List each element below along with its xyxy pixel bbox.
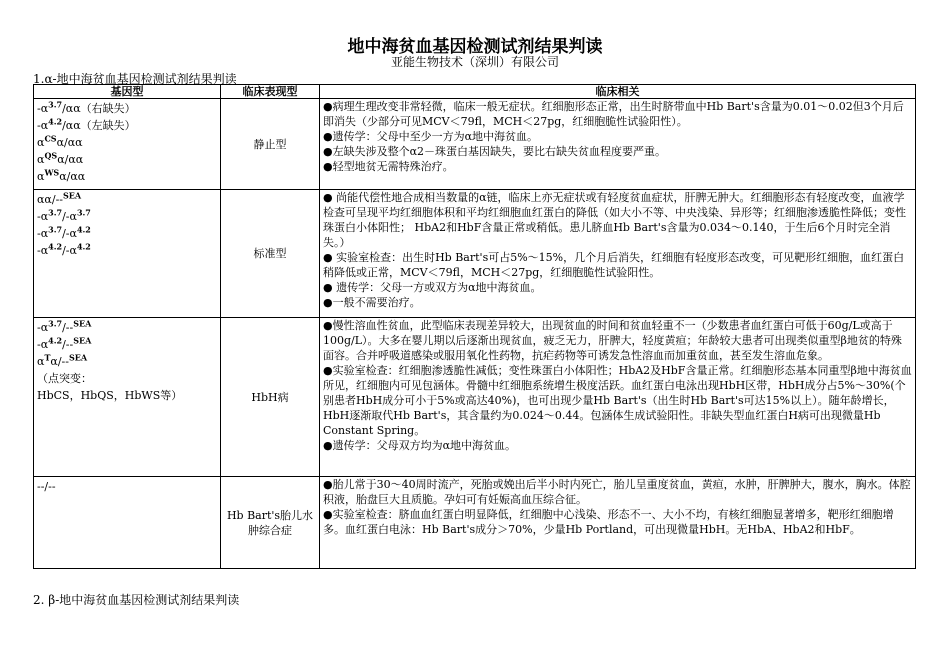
clinical-bullet: ●慢性溶血性贫血，此型临床表现差异较大，出现贫血的时间和贫血轻重不一（少数患者血红蛋白可低于60g/L或高于100g/L）。大多在婴儿期以后逐渐出现贫血，疲乏无力，肝脾大，轻度黄疸；年龄较大患者可出现类似重型β地贫的特殊面容。合并呼吸道感染或服用氧化性药物，抗疟药物等可诱发急性溶血而加重贫血，甚至发生溶血危象。 xyxy=(323,319,902,362)
clinical-bullet: ● 实验室检查：出生时Hb Bart's可占5%～15%，几个月后消失，红细胞有轻度形态改变，可见靶形红细胞，血红蛋白稍降低或正常，MCV＜79fl，MCH＜27pg，红细胞脆性试验阳性。 xyxy=(323,251,905,279)
genotype-item: $-\alpha^{3.7}/-\alpha^{4.2}$ xyxy=(37,224,91,240)
clinical-bullet: ●一般不需要治疗。 xyxy=(323,296,421,309)
clinical-bullet: ●遗传学：父母中至少一方为α地中海贫血。 xyxy=(323,130,539,143)
clinical-bullet: ● 尚能代偿性地合成相当数量的α链，临床上亦无症状或有轻度贫血症状，肝脾无肿大。红细胞形态有轻度改变，血液学检查可呈现平均红细胞体积和平均红细胞血红蛋白的降低（如大小不等、中央浅染、异形等；红细胞渗透脆性降低；变性珠蛋白小体阳性； HbA2和HbF含量正常或稍低。患儿脐血Hb Bart's含量为0.034～0.140，于生后6个月时完全消失。） xyxy=(323,191,906,249)
clinical-bullet: ● 遗传学：父母一方或双方为α地中海贫血。 xyxy=(323,281,542,294)
table-row xyxy=(34,477,916,569)
company-name: 亚能生物技术（深圳）有限公司 xyxy=(390,55,559,69)
clinical-bullet: ●胎儿常于30～40周时流产，死胎或娩出后半小时内死亡，胎儿呈重度贫血，黄疸，水肿，肝脾肿大，腹水，胸水。体腔积液，胎盘巨大且质脆。孕妇可有妊娠高血压综合征。 xyxy=(323,478,911,506)
header-clinical: 临床相关 xyxy=(320,85,916,99)
genotype-item: $\alpha^{QS}\alpha/\alpha\alpha$ xyxy=(37,150,84,166)
table-row xyxy=(34,318,916,477)
genotype-note: （点突变： xyxy=(37,372,92,385)
clinical-bullet: ●轻型地贫无需特殊治疗。 xyxy=(323,160,454,173)
header-phenotype: 临床表现型 xyxy=(221,85,320,99)
genotype-cell xyxy=(34,99,221,190)
alpha-thalassemia-table xyxy=(33,84,916,569)
genotype-item: αα/--$^{SEA}$ xyxy=(37,190,82,206)
table-row xyxy=(34,190,916,318)
clinical-cell xyxy=(320,318,916,477)
phenotype-cell: 静止型 xyxy=(221,99,320,190)
clinical-cell xyxy=(320,99,916,190)
genotype-cell xyxy=(34,190,221,318)
clinical-bullet: ●遗传学：父母双方均为α地中海贫血。 xyxy=(323,439,517,452)
section-2-heading: 2. β-地中海贫血基因检测试剂结果判读 xyxy=(33,593,240,607)
genotype-item: $-\alpha^{4.2}/\alpha\alpha$（左缺失） xyxy=(37,116,136,132)
genotype-item: --/-- xyxy=(37,480,56,493)
genotype-item: $-\alpha^{3.7}/\alpha\alpha$（右缺失） xyxy=(37,99,136,115)
genotype-item: $\alpha^{CS}\alpha/\alpha\alpha$ xyxy=(37,133,83,149)
clinical-bullet: ●病理生理改变非常轻微，临床一般无症状。红细胞形态正常，出生时脐带血中Hb Bart's含量为0.01～0.02但3个月后即消失（少部分可见MCV＜79fl，MCH＜27pg，红细胞脆性试验阳性）。 xyxy=(323,100,904,128)
genotype-note: HbCS，HbQS，HbWS等） xyxy=(37,389,183,402)
document-title: 地中海贫血基因检测试剂结果判读 xyxy=(347,37,603,57)
phenotype-cell: HbH病 xyxy=(221,318,320,477)
genotype-item: $\alpha^{WS}\alpha/\alpha\alpha$ xyxy=(37,167,86,183)
table-header-row xyxy=(34,85,916,99)
genotype-item: $\alpha^T\alpha/--^{SEA}$ xyxy=(37,352,88,368)
genotype-item: $-\alpha^{3.7}/-\alpha^{3.7}$ xyxy=(37,207,91,223)
table-row xyxy=(34,99,916,190)
clinical-bullet: ●左缺失涉及整个α2－珠蛋白基因缺失，要比右缺失贫血程度要严重。 xyxy=(323,145,667,158)
genotype-item: $-\alpha^{4.2}/-\alpha^{4.2}$ xyxy=(37,241,91,257)
phenotype-cell: Hb Bart's胎儿水肿综合症 xyxy=(221,477,320,569)
clinical-bullet: ●实验室检查：红细胞渗透脆性减低；变性珠蛋白小体阳性；HbA2及HbF含量正常。红细胞形态基本同重型β地中海贫血所见，红细胞内可见包涵体。骨髓中红细胞系统增生极度活跃。血红蛋白电泳出现HbH区带，HbH成分占5%～30%(个别患者HbH成分可小于5%或高达40%)，也可出现少量Hb Bart's（出生时Hb Bart's可达15%以上）。随年龄增长，HbH逐渐取代Hb Bart's，其含量约为0.024～0.44。包涵体生成试验阳性。非缺失型血红蛋白H病可出现微量Hb Constant Spring。 xyxy=(323,364,912,437)
section-1-heading: 1.α-地中海贫血基因检测试剂结果判读 xyxy=(33,72,237,86)
clinical-bullet: ●实验室检查：脐血血红蛋白明显降低，红细胞中心浅染、形态不一、大小不均，有核红细胞显著增多，靶形红细胞增多。血红蛋白电泳：Hb Bart's成分＞70%，少量Hb Portland，可出现微量HbH。无HbA、HbA2和HbF。 xyxy=(323,508,894,536)
clinical-cell xyxy=(320,190,916,318)
genotype-item: $-\alpha^{4.2}/--^{SEA}$ xyxy=(37,335,92,351)
phenotype-cell: 标准型 xyxy=(221,190,320,318)
genotype-item: $-\alpha^{3.7}/--^{SEA}$ xyxy=(37,318,92,334)
header-genotype: 基因型 xyxy=(34,85,221,99)
genotype-cell xyxy=(34,318,221,477)
genotype-cell xyxy=(34,477,221,569)
clinical-cell xyxy=(320,477,916,569)
